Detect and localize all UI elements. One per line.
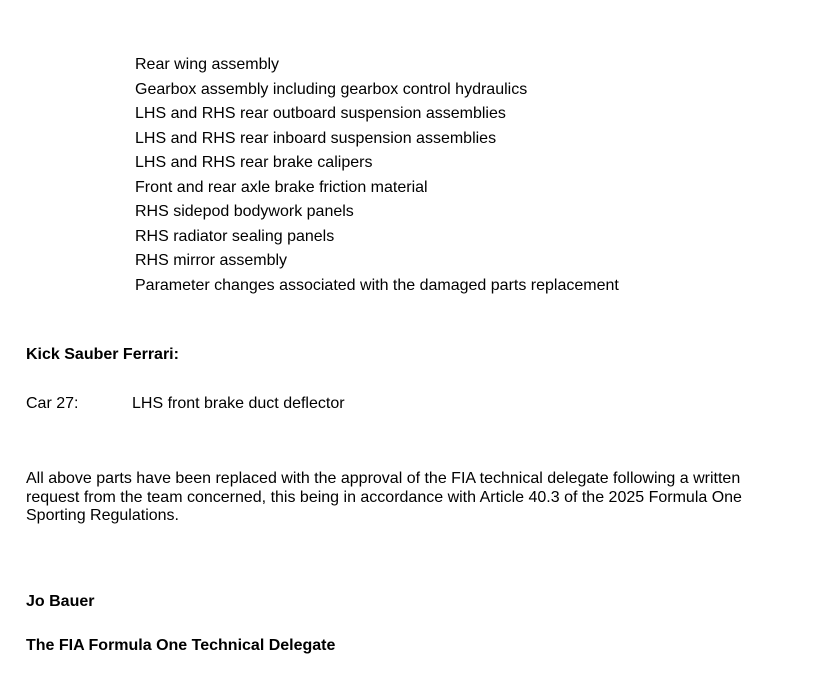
team-heading: Kick Sauber Ferrari: — [26, 346, 179, 363]
list-item: Front and rear axle brake friction material — [135, 178, 428, 196]
list-item: RHS mirror assembly — [135, 252, 288, 269]
signatory-name: Jo Bauer — [26, 593, 95, 610]
list-item: LHS and RHS rear inboard suspension assemblies — [135, 129, 497, 147]
list-item: LHS and RHS rear outboard suspension assemblies — [135, 105, 506, 122]
signatory-title: The FIA Formula One Technical Delegate — [26, 637, 336, 654]
car-part-row — [26, 395, 345, 413]
list-item: LHS and RHS rear brake calipers — [135, 154, 373, 171]
approval-statement: All above parts have been replaced with the approval of the FIA technical delegate following a written request from the team concerned, this being in accordance with Article 40.3 of the 2025 Formula One Sporting Regulations. — [26, 470, 742, 524]
car-part-text: LHS front brake duct deflector — [132, 395, 345, 412]
list-item: RHS radiator sealing panels — [135, 227, 335, 245]
list-item: Rear wing assembly — [135, 56, 280, 73]
car-number-label: Car 27: — [26, 395, 79, 412]
replaced-parts-list — [135, 53, 619, 298]
list-item: Parameter changes associated with the damaged parts replacement — [135, 276, 619, 294]
list-item: RHS sidepod bodywork panels — [135, 203, 354, 220]
list-item: Gearbox assembly including gearbox control hydraulics — [135, 80, 528, 98]
